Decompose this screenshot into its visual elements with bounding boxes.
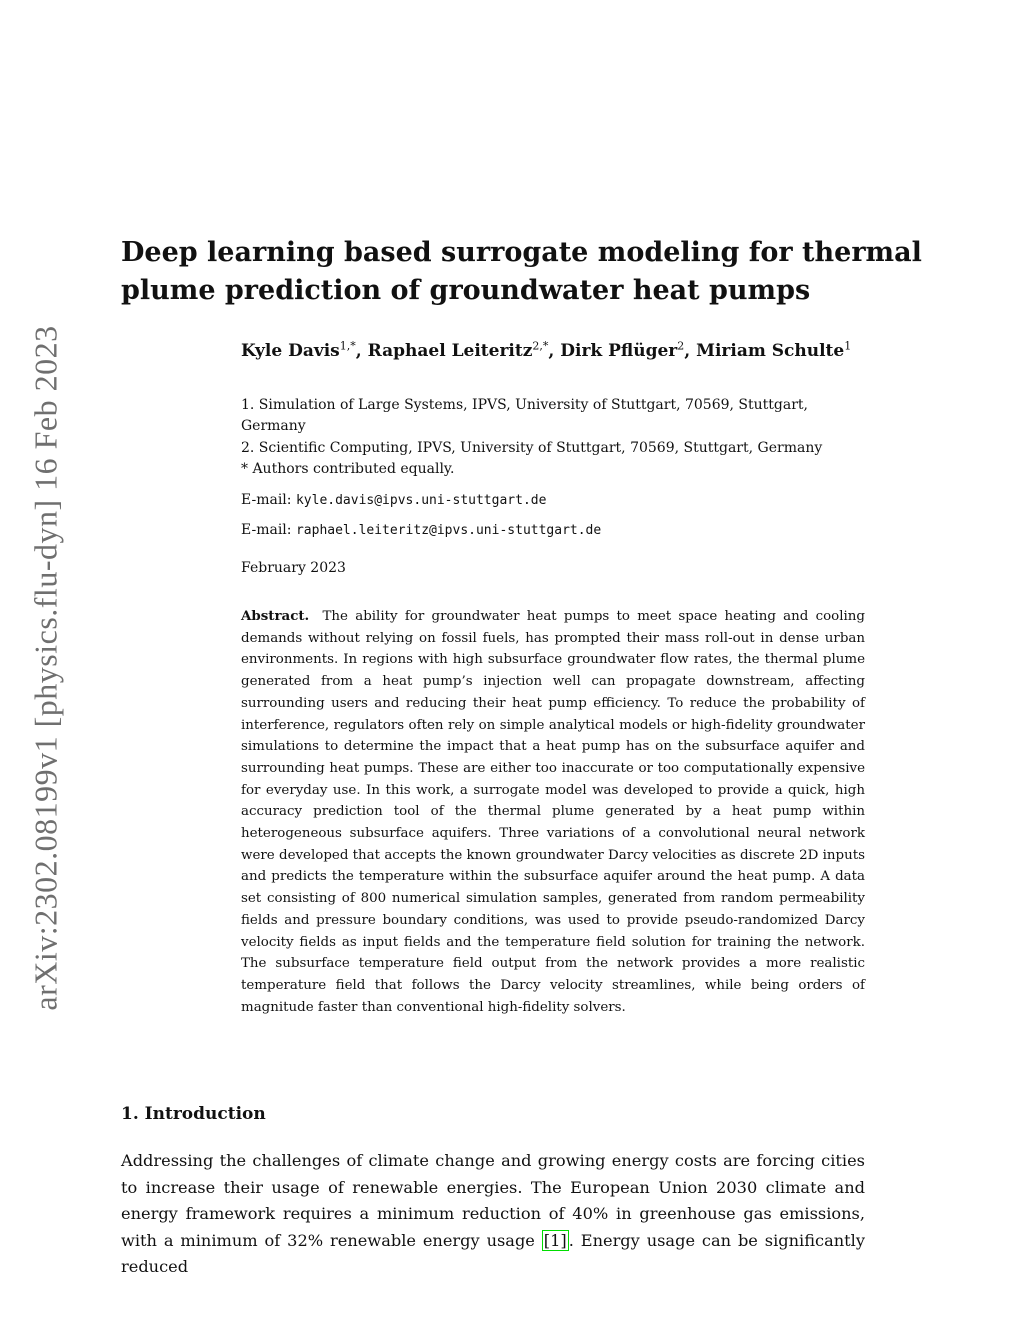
publication-date: February 2023 bbox=[241, 560, 346, 576]
equal-contribution-note: * Authors contributed equally. bbox=[241, 461, 455, 477]
email-label: E-mail: bbox=[241, 492, 296, 508]
citation-link[interactable]: [1] bbox=[543, 1230, 567, 1250]
author-separator: , bbox=[684, 341, 697, 361]
author-affiliation-marker: 1,* bbox=[339, 339, 356, 353]
affiliation-2: 2. Scientific Computing, IPVS, University of Stuttgart, 70569, Stuttgart, Germany bbox=[241, 440, 823, 456]
affiliation-1-line-1: 1. Simulation of Large Systems, IPVS, University of Stuttgart, 70569, Stuttgart, bbox=[241, 397, 808, 413]
affiliation-1-line-2: Germany bbox=[241, 418, 306, 434]
author-separator: , bbox=[548, 341, 561, 361]
author-name: Miriam Schulte bbox=[696, 341, 845, 361]
email-entry bbox=[241, 490, 546, 511]
author-separator: , bbox=[355, 341, 368, 361]
section-heading-introduction: 1. Introduction bbox=[121, 1104, 266, 1124]
author-name: Kyle Davis bbox=[241, 341, 340, 361]
author-affiliation-marker: 2,* bbox=[532, 339, 549, 353]
paper-title bbox=[121, 234, 922, 310]
email-address-link[interactable]: raphael.leiteritz@ipvs.uni-stuttgart.de bbox=[295, 523, 602, 538]
introduction-text-continued: . Energy usage can be significantly reduced bbox=[121, 1230, 865, 1276]
abstract-text: The ability for groundwater heat pumps to meet space heating and cooling demands without relying on fossil fuels, has prompted their mass roll-out in dense urban environments. In regions with high subsurface groundwater flow rates, the thermal plume generated from a heat pump’s injection well can propagate downstream, affecting surrounding users and reducing their heat pump efficiency. To reduce the probability of interference, regulators often rely on simple analytical models or high-fidelity groundwater simulations to determine the impact that a heat pump has on the subsurface aquifer and surrounding heat pumps. These are either too inaccurate or too computationally expensive for everyday use. In this work, a surrogate model was developed to provide a quick, high accuracy prediction tool of the thermal plume generated by a heat pump within heterogeneous subsurface aquifers. Three variations of a convolutional neural network were developed that accepts the known groundwater Darcy velocities as discrete 2D inputs and predicts the temperature within the subsurface aquifer around the heat pump. A data set consisting of 800 numerical simulation samples, generated from random permeability fields and pressure boundary conditions, was used to provide pseudo-randomized Darcy velocity fields as input fields and the temperature field solution for training the network. The subsurface temperature field output from the network provides a more realistic temperature field that follows the Darcy velocity streamlines, while being orders of magnitude faster than conventional high-fidelity solvers. bbox=[241, 609, 865, 1015]
introduction-paragraph bbox=[121, 1148, 865, 1281]
paper-title-line-1: Deep learning based surrogate modeling for thermal bbox=[121, 237, 922, 268]
abstract-heading: Abstract. bbox=[241, 608, 310, 624]
arxiv-identifier-stamp: arXiv:2302.08199v1 [physics.flu-dyn] 16 Feb 2023 bbox=[27, 325, 64, 1011]
introduction-text: Addressing the challenges of climate change and growing energy costs are forcing cities to increase their usage of renewable energies. The European Union 2030 climate and energy framework requires a minimum reduction of 40% in greenhouse gas emissions, with a minimum of 32% renewable energy usage bbox=[121, 1151, 865, 1250]
author-name: Dirk Pflüger bbox=[560, 341, 678, 361]
email-entry bbox=[241, 520, 601, 541]
author-list bbox=[241, 338, 881, 364]
email-label: E-mail: bbox=[241, 522, 296, 538]
abstract bbox=[241, 606, 865, 1018]
author-affiliation-marker: 2 bbox=[677, 339, 685, 353]
email-address-link[interactable]: kyle.davis@ipvs.uni-stuttgart.de bbox=[295, 493, 547, 508]
author-affiliation-marker: 1 bbox=[844, 339, 852, 353]
paper-title-line-2: plume prediction of groundwater heat pumps bbox=[121, 275, 811, 306]
author-name: Raphael Leiteritz bbox=[367, 341, 533, 361]
